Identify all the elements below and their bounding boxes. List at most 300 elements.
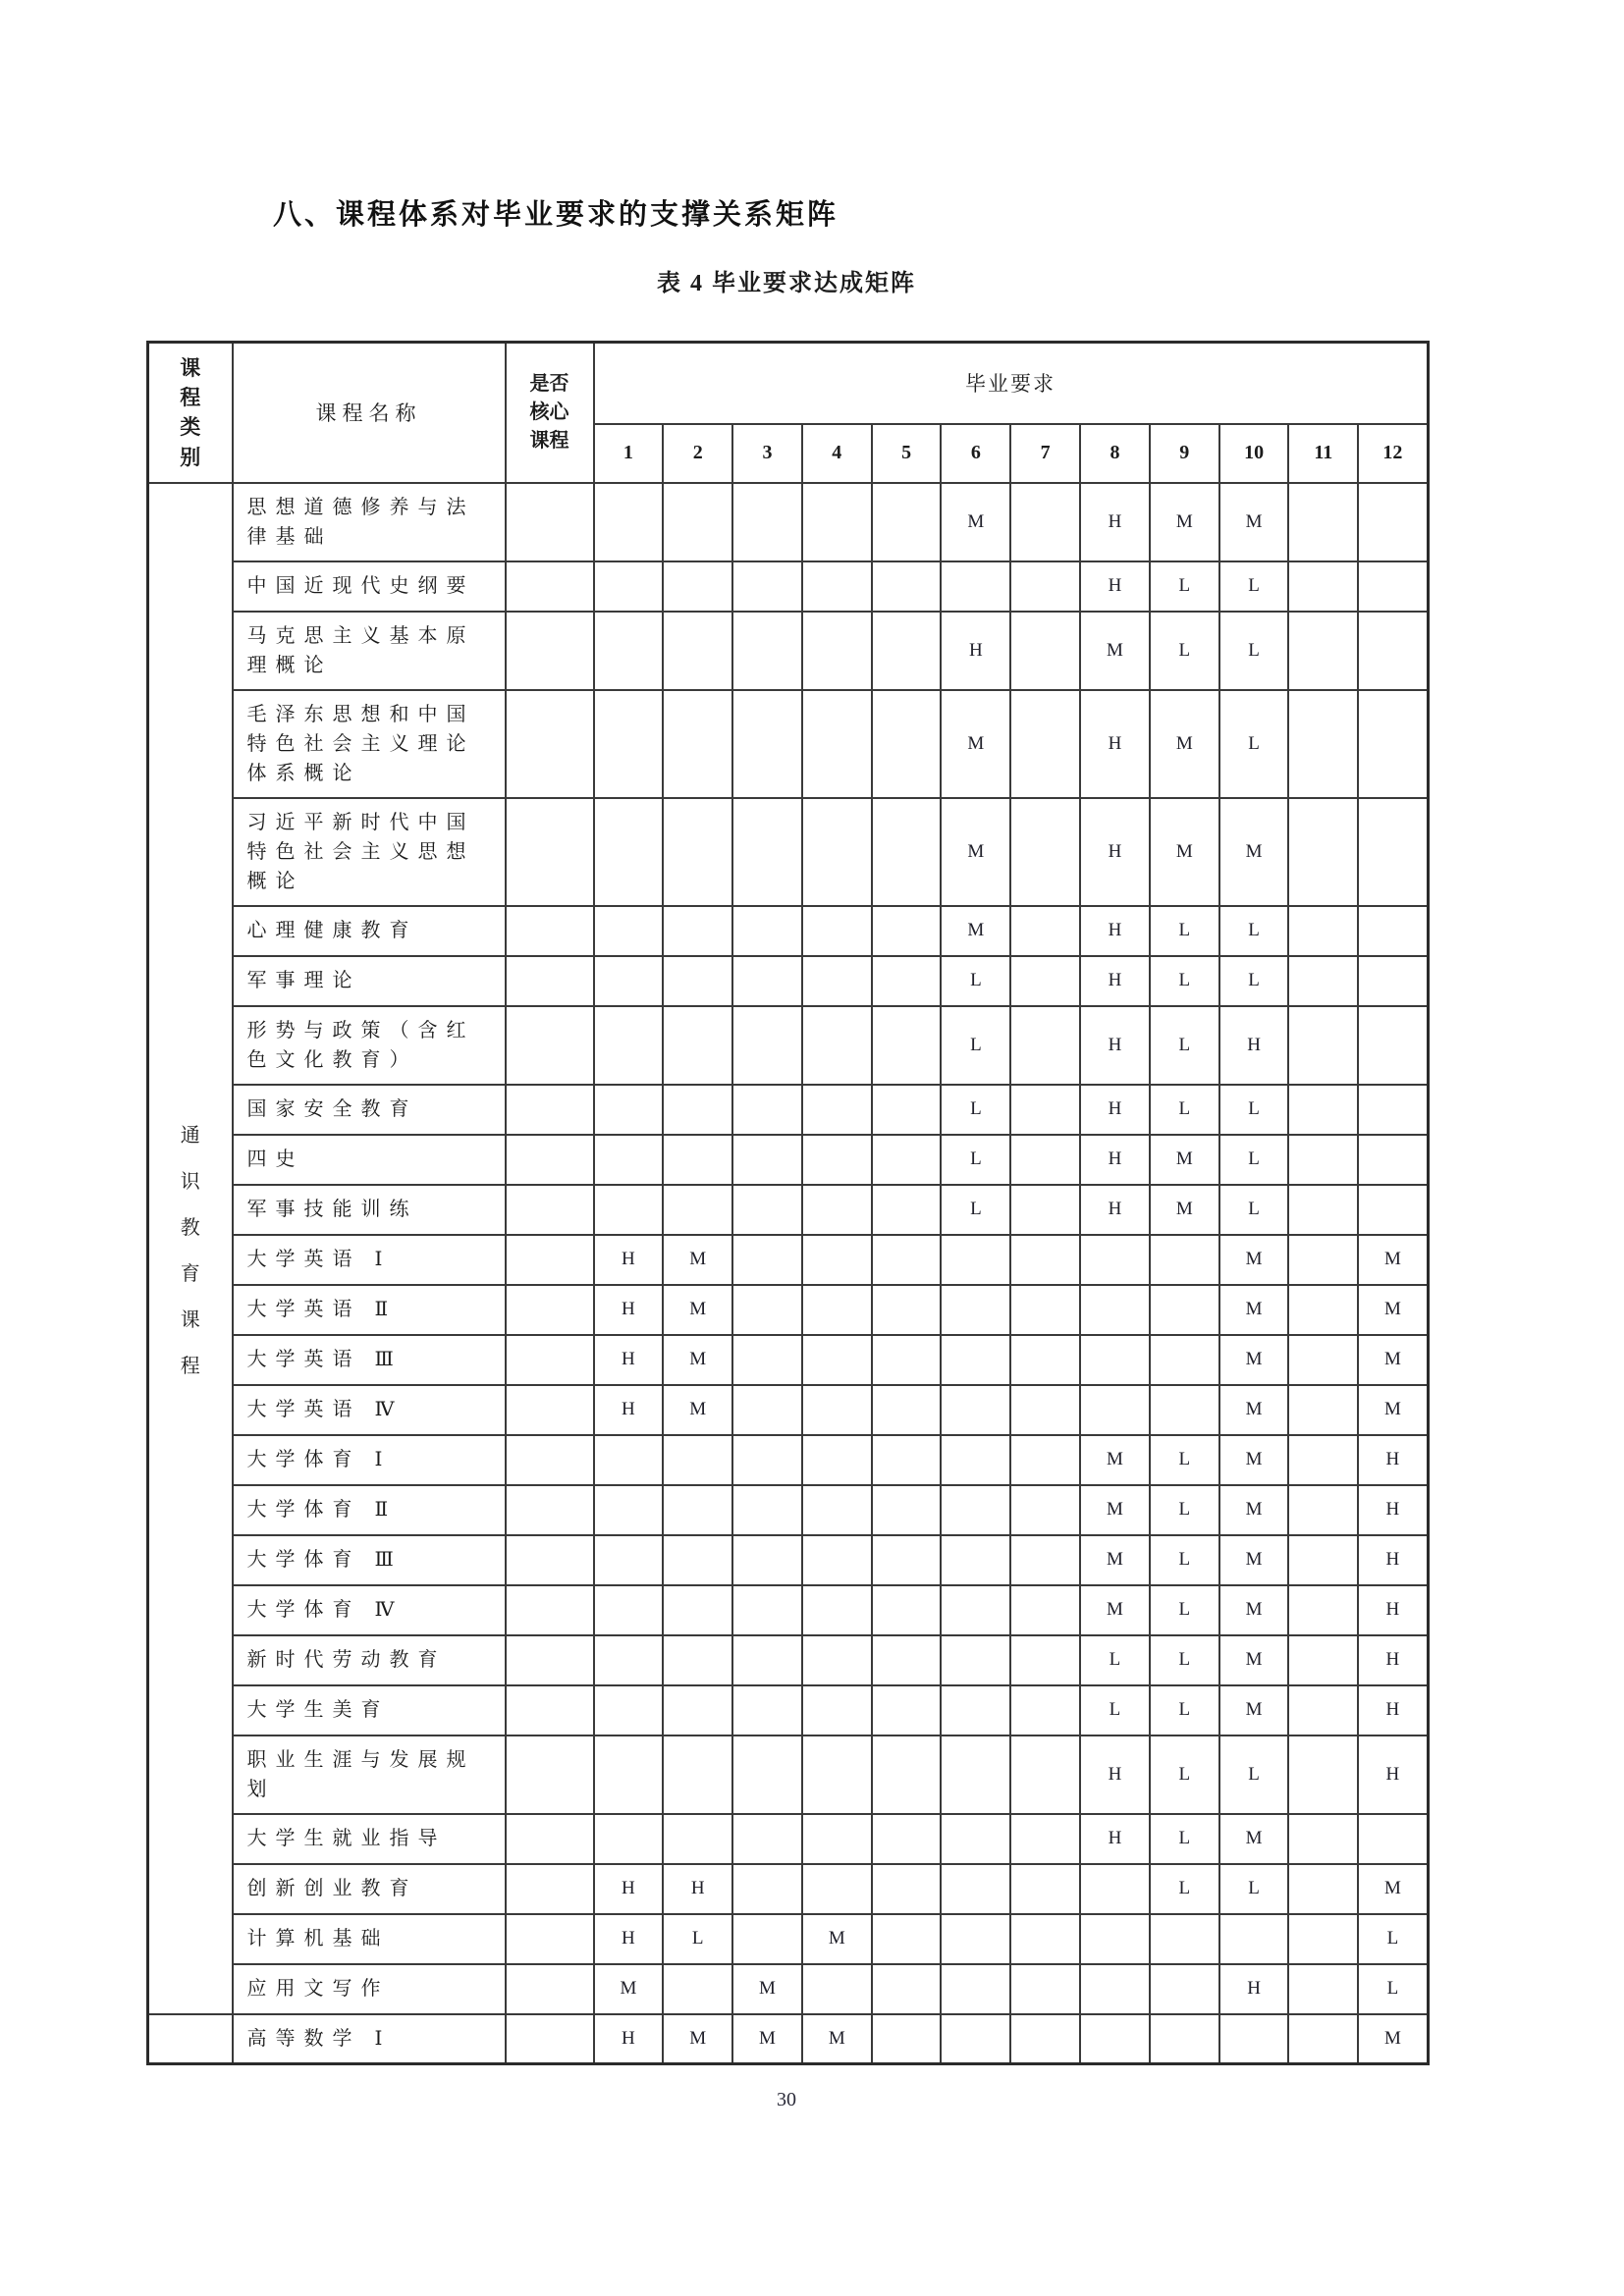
core-course-cell — [506, 612, 594, 690]
matrix-cell-req-10: M — [1219, 1685, 1289, 1735]
matrix-cell-req-11 — [1288, 1485, 1358, 1535]
matrix-cell-req-4 — [802, 1135, 872, 1185]
header-graduation-requirements: 毕业要求 — [594, 343, 1429, 424]
matrix-cell-req-12: H — [1358, 1735, 1428, 1814]
matrix-cell-req-1 — [594, 1635, 664, 1685]
matrix-cell-req-8 — [1080, 1335, 1150, 1385]
vertical-char: 程 — [180, 386, 201, 409]
matrix-cell-req-6: M — [941, 483, 1010, 561]
core-course-cell — [506, 1485, 594, 1535]
matrix-cell-req-11 — [1288, 1385, 1358, 1435]
table-row — [148, 1235, 1429, 1285]
page-number: 30 — [777, 2089, 796, 2110]
matrix-cell-req-11 — [1288, 1864, 1358, 1914]
matrix-cell-req-12 — [1358, 1185, 1428, 1235]
matrix-cell-req-10: M — [1219, 1285, 1289, 1335]
matrix-cell-req-12 — [1358, 1135, 1428, 1185]
matrix-cell-req-8: M — [1080, 1435, 1150, 1485]
matrix-cell-req-6 — [941, 1814, 1010, 1864]
matrix-cell-req-5 — [872, 1135, 942, 1185]
requirement-column-11: 11 — [1288, 424, 1358, 483]
matrix-cell-req-1: H — [594, 1864, 664, 1914]
matrix-cell-req-10: L — [1219, 1135, 1289, 1185]
matrix-cell-req-5 — [872, 798, 942, 906]
matrix-cell-req-2: L — [663, 1914, 732, 1964]
category-cell-empty — [148, 2014, 233, 2064]
matrix-cell-req-7 — [1010, 561, 1080, 612]
matrix-cell-req-9 — [1150, 2014, 1219, 2064]
matrix-cell-req-12: M — [1358, 2014, 1428, 2064]
table-row — [148, 2014, 1429, 2064]
matrix-cell-req-7 — [1010, 1235, 1080, 1285]
matrix-cell-req-4 — [802, 1385, 872, 1435]
matrix-cell-req-7 — [1010, 2014, 1080, 2064]
table-row — [148, 1185, 1429, 1235]
course-name-cell: 高等数学 Ⅰ — [233, 2014, 506, 2064]
matrix-cell-req-1: H — [594, 1914, 664, 1964]
course-name-cell: 职业生涯与发展规划 — [233, 1735, 506, 1814]
matrix-cell-req-8: H — [1080, 1006, 1150, 1085]
matrix-cell-req-2 — [663, 1085, 732, 1135]
category-vertical-label — [149, 1119, 232, 1378]
table-row — [148, 1135, 1429, 1185]
matrix-cell-req-10: H — [1219, 1964, 1289, 2014]
vertical-char: 通 — [180, 1124, 200, 1147]
matrix-cell-req-10: M — [1219, 1535, 1289, 1585]
core-course-cell — [506, 483, 594, 561]
core-course-cell — [506, 561, 594, 612]
matrix-cell-req-6: M — [941, 798, 1010, 906]
matrix-cell-req-5 — [872, 612, 942, 690]
matrix-cell-req-7 — [1010, 1585, 1080, 1635]
matrix-cell-req-5 — [872, 1485, 942, 1535]
table-caption: 表 4 毕业要求达成矩阵 — [657, 271, 916, 296]
requirement-column-8: 8 — [1080, 424, 1150, 483]
matrix-cell-req-5 — [872, 483, 942, 561]
requirement-column-4: 4 — [802, 424, 872, 483]
matrix-cell-req-3 — [732, 1285, 802, 1335]
matrix-cell-req-11 — [1288, 1335, 1358, 1385]
matrix-cell-req-12 — [1358, 690, 1428, 798]
table-row — [148, 690, 1429, 798]
matrix-cell-req-10: L — [1219, 1735, 1289, 1814]
matrix-cell-req-4 — [802, 1335, 872, 1385]
table-row — [148, 1635, 1429, 1685]
matrix-cell-req-10: L — [1219, 1085, 1289, 1135]
matrix-cell-req-12: M — [1358, 1335, 1428, 1385]
matrix-cell-req-3 — [732, 1735, 802, 1814]
matrix-cell-req-12: M — [1358, 1385, 1428, 1435]
matrix-cell-req-2: H — [663, 1864, 732, 1914]
matrix-cell-req-9: L — [1150, 1485, 1219, 1535]
course-name-cell: 大学英语 Ⅲ — [233, 1335, 506, 1385]
matrix-cell-req-6: L — [941, 1185, 1010, 1235]
header-core-course — [506, 343, 594, 483]
matrix-cell-req-2 — [663, 1585, 732, 1635]
matrix-cell-req-7 — [1010, 1964, 1080, 2014]
matrix-cell-req-11 — [1288, 1685, 1358, 1735]
matrix-cell-req-6: M — [941, 690, 1010, 798]
matrix-cell-req-11 — [1288, 1735, 1358, 1814]
matrix-cell-req-12 — [1358, 956, 1428, 1006]
table-row — [148, 1864, 1429, 1914]
matrix-cell-req-6 — [941, 1635, 1010, 1685]
matrix-cell-req-4 — [802, 1235, 872, 1285]
matrix-cell-req-7 — [1010, 1335, 1080, 1385]
matrix-cell-req-3 — [732, 1914, 802, 1964]
requirement-column-1: 1 — [594, 424, 664, 483]
matrix-cell-req-9 — [1150, 1914, 1219, 1964]
matrix-cell-req-1 — [594, 690, 664, 798]
matrix-cell-req-12 — [1358, 561, 1428, 612]
core-course-cell — [506, 1814, 594, 1864]
matrix-cell-req-12: H — [1358, 1685, 1428, 1735]
matrix-cell-req-10: L — [1219, 612, 1289, 690]
matrix-cell-req-4 — [802, 1964, 872, 2014]
matrix-cell-req-12: M — [1358, 1285, 1428, 1335]
matrix-cell-req-4 — [802, 1485, 872, 1535]
matrix-cell-req-11 — [1288, 1006, 1358, 1085]
matrix-cell-req-2 — [663, 1635, 732, 1685]
matrix-cell-req-6 — [941, 1914, 1010, 1964]
matrix-cell-req-6 — [941, 1485, 1010, 1535]
matrix-cell-req-8: H — [1080, 1814, 1150, 1864]
matrix-cell-req-6 — [941, 1235, 1010, 1285]
matrix-cell-req-11 — [1288, 956, 1358, 1006]
course-name-cell: 中国近现代史纲要 — [233, 561, 506, 612]
course-name-cell: 大学生美育 — [233, 1685, 506, 1735]
course-name-cell: 毛泽东思想和中国特色社会主义理论体系概论 — [233, 690, 506, 798]
matrix-cell-req-8 — [1080, 1385, 1150, 1435]
table-row — [148, 1006, 1429, 1085]
matrix-cell-req-7 — [1010, 1685, 1080, 1735]
core-course-cell — [506, 1385, 594, 1435]
matrix-cell-req-3: M — [732, 2014, 802, 2064]
core-course-cell — [506, 1914, 594, 1964]
matrix-cell-req-9: M — [1150, 1135, 1219, 1185]
matrix-cell-req-3 — [732, 561, 802, 612]
matrix-cell-req-4 — [802, 956, 872, 1006]
matrix-cell-req-11 — [1288, 690, 1358, 798]
matrix-cell-req-9: L — [1150, 1814, 1219, 1864]
matrix-cell-req-5 — [872, 2014, 942, 2064]
matrix-cell-req-6 — [941, 1535, 1010, 1585]
table-row — [148, 1914, 1429, 1964]
vertical-char: 程 — [180, 1355, 200, 1377]
matrix-cell-req-5 — [872, 561, 942, 612]
core-course-cell — [506, 690, 594, 798]
matrix-cell-req-12: H — [1358, 1635, 1428, 1685]
category-cell — [148, 483, 233, 2014]
matrix-cell-req-5 — [872, 690, 942, 798]
matrix-cell-req-3 — [732, 483, 802, 561]
section-heading: 八、课程体系对毕业要求的支撑关系矩阵 — [273, 199, 839, 231]
course-name-cell: 心理健康教育 — [233, 906, 506, 956]
matrix-cell-req-5 — [872, 1185, 942, 1235]
matrix-cell-req-7 — [1010, 798, 1080, 906]
matrix-cell-req-2 — [663, 1535, 732, 1585]
vertical-char: 识 — [180, 1170, 200, 1193]
matrix-cell-req-8: M — [1080, 1485, 1150, 1535]
matrix-cell-req-3 — [732, 1535, 802, 1585]
matrix-cell-req-11 — [1288, 1635, 1358, 1685]
matrix-cell-req-6: L — [941, 1135, 1010, 1185]
matrix-cell-req-11 — [1288, 906, 1358, 956]
matrix-cell-req-11 — [1288, 1285, 1358, 1335]
matrix-cell-req-1 — [594, 956, 664, 1006]
matrix-cell-req-4 — [802, 1585, 872, 1635]
matrix-cell-req-1: H — [594, 1335, 664, 1385]
matrix-cell-req-5 — [872, 1535, 942, 1585]
matrix-cell-req-1 — [594, 798, 664, 906]
course-name-cell: 国家安全教育 — [233, 1085, 506, 1135]
matrix-cell-req-9: M — [1150, 483, 1219, 561]
matrix-cell-req-2 — [663, 906, 732, 956]
matrix-cell-req-9: L — [1150, 1864, 1219, 1914]
vertical-char: 教 — [180, 1216, 200, 1239]
matrix-cell-req-8: M — [1080, 1585, 1150, 1635]
matrix-cell-req-10 — [1219, 1914, 1289, 1964]
matrix-cell-req-8: H — [1080, 483, 1150, 561]
matrix-cell-req-2 — [663, 1185, 732, 1235]
matrix-cell-req-6: L — [941, 1085, 1010, 1135]
requirement-column-7: 7 — [1010, 424, 1080, 483]
table-row — [148, 1385, 1429, 1435]
table-row — [148, 1485, 1429, 1535]
core-course-cell — [506, 1735, 594, 1814]
matrix-cell-req-7 — [1010, 1185, 1080, 1235]
course-category-vertical-label — [149, 355, 232, 470]
matrix-cell-req-12: H — [1358, 1535, 1428, 1585]
matrix-cell-req-9: L — [1150, 956, 1219, 1006]
matrix-cell-req-1 — [594, 483, 664, 561]
core-course-cell — [506, 798, 594, 906]
matrix-cell-req-1 — [594, 1435, 664, 1485]
matrix-cell-req-7 — [1010, 1385, 1080, 1435]
matrix-cell-req-2 — [663, 1685, 732, 1735]
matrix-cell-req-10: M — [1219, 1635, 1289, 1685]
matrix-cell-req-6 — [941, 1964, 1010, 2014]
matrix-cell-req-4 — [802, 1864, 872, 1914]
matrix-cell-req-1 — [594, 1485, 664, 1535]
core-course-cell — [506, 1135, 594, 1185]
matrix-cell-req-10: M — [1219, 1235, 1289, 1285]
matrix-cell-req-7 — [1010, 1435, 1080, 1485]
matrix-cell-req-9 — [1150, 1335, 1219, 1385]
matrix-cell-req-5 — [872, 1635, 942, 1685]
table-row — [148, 1435, 1429, 1485]
matrix-cell-req-6 — [941, 1285, 1010, 1335]
matrix-cell-req-3 — [732, 798, 802, 906]
matrix-cell-req-8: H — [1080, 1735, 1150, 1814]
matrix-cell-req-3 — [732, 1485, 802, 1535]
matrix-cell-req-6 — [941, 1585, 1010, 1635]
matrix-cell-req-11 — [1288, 1814, 1358, 1864]
matrix-cell-req-5 — [872, 1814, 942, 1864]
matrix-cell-req-5 — [872, 1435, 942, 1485]
course-name-cell: 创新创业教育 — [233, 1864, 506, 1914]
matrix-cell-req-7 — [1010, 906, 1080, 956]
matrix-cell-req-2: M — [663, 1285, 732, 1335]
matrix-cell-req-12: L — [1358, 1964, 1428, 2014]
matrix-cell-req-3 — [732, 1006, 802, 1085]
matrix-cell-req-12 — [1358, 612, 1428, 690]
course-name-cell: 大学体育 Ⅱ — [233, 1485, 506, 1535]
course-name-cell: 大学体育 Ⅳ — [233, 1585, 506, 1635]
matrix-cell-req-5 — [872, 1685, 942, 1735]
matrix-cell-req-9 — [1150, 1385, 1219, 1435]
matrix-cell-req-8: M — [1080, 612, 1150, 690]
matrix-cell-req-9 — [1150, 1285, 1219, 1335]
matrix-cell-req-11 — [1288, 1085, 1358, 1135]
matrix-cell-req-2 — [663, 1735, 732, 1814]
matrix-cell-req-10: M — [1219, 798, 1289, 906]
table-row — [148, 561, 1429, 612]
matrix-cell-req-2: M — [663, 1335, 732, 1385]
course-name-cell: 应用文写作 — [233, 1964, 506, 2014]
matrix-cell-req-11 — [1288, 1135, 1358, 1185]
matrix-cell-req-11 — [1288, 1535, 1358, 1585]
requirement-column-3: 3 — [732, 424, 802, 483]
course-name-cell: 形势与政策（含红色文化教育） — [233, 1006, 506, 1085]
matrix-cell-req-8 — [1080, 1864, 1150, 1914]
matrix-cell-req-1 — [594, 1006, 664, 1085]
matrix-cell-req-11 — [1288, 1435, 1358, 1485]
matrix-cell-req-2 — [663, 690, 732, 798]
matrix-cell-req-1: H — [594, 1385, 664, 1435]
course-name-cell: 新时代劳动教育 — [233, 1635, 506, 1685]
matrix-cell-req-12 — [1358, 906, 1428, 956]
matrix-cell-req-5 — [872, 906, 942, 956]
requirement-column-12: 12 — [1358, 424, 1428, 483]
matrix-cell-req-1 — [594, 561, 664, 612]
table-row — [148, 1535, 1429, 1585]
matrix-cell-req-1 — [594, 1185, 664, 1235]
matrix-cell-req-4 — [802, 1735, 872, 1814]
matrix-cell-req-7 — [1010, 1635, 1080, 1685]
core-course-cell — [506, 1085, 594, 1135]
matrix-cell-req-8 — [1080, 1235, 1150, 1285]
course-name-cell: 大学英语 Ⅳ — [233, 1385, 506, 1435]
matrix-cell-req-6 — [941, 2014, 1010, 2064]
matrix-cell-req-11 — [1288, 1185, 1358, 1235]
matrix-cell-req-5 — [872, 1964, 942, 2014]
matrix-cell-req-7 — [1010, 612, 1080, 690]
table-row — [148, 1814, 1429, 1864]
requirement-column-10: 10 — [1219, 424, 1289, 483]
matrix-cell-req-2 — [663, 956, 732, 1006]
matrix-cell-req-11 — [1288, 612, 1358, 690]
matrix-cell-req-8 — [1080, 2014, 1150, 2064]
matrix-cell-req-3 — [732, 1135, 802, 1185]
matrix-cell-req-9: M — [1150, 798, 1219, 906]
matrix-cell-req-7 — [1010, 1135, 1080, 1185]
matrix-cell-req-4 — [802, 1006, 872, 1085]
matrix-cell-req-8: H — [1080, 1085, 1150, 1135]
matrix-cell-req-1 — [594, 1585, 664, 1635]
matrix-cell-req-12: H — [1358, 1585, 1428, 1635]
matrix-cell-req-5 — [872, 1235, 942, 1285]
table-row — [148, 1685, 1429, 1735]
matrix-cell-req-10: L — [1219, 561, 1289, 612]
matrix-cell-req-2 — [663, 483, 732, 561]
table-row — [148, 798, 1429, 906]
matrix-cell-req-3 — [732, 1185, 802, 1235]
matrix-cell-req-4 — [802, 1535, 872, 1585]
matrix-cell-req-10: M — [1219, 483, 1289, 561]
matrix-cell-req-11 — [1288, 1585, 1358, 1635]
core-course-cell — [506, 1285, 594, 1335]
matrix-cell-req-4 — [802, 1085, 872, 1135]
matrix-cell-req-1 — [594, 1085, 664, 1135]
matrix-cell-req-10: M — [1219, 1435, 1289, 1485]
matrix-cell-req-10: L — [1219, 690, 1289, 798]
matrix-cell-req-4 — [802, 1285, 872, 1335]
matrix-cell-req-6 — [941, 1864, 1010, 1914]
core-course-cell — [506, 1006, 594, 1085]
matrix-cell-req-9: L — [1150, 1535, 1219, 1585]
matrix-cell-req-8: H — [1080, 1185, 1150, 1235]
matrix-cell-req-2 — [663, 612, 732, 690]
matrix-cell-req-3: M — [732, 1964, 802, 2014]
matrix-cell-req-4: M — [802, 2014, 872, 2064]
header-course-name: 课程名称 — [233, 343, 506, 483]
matrix-cell-req-9: L — [1150, 1735, 1219, 1814]
matrix-cell-req-9: L — [1150, 1635, 1219, 1685]
course-name-cell: 大学英语 Ⅱ — [233, 1285, 506, 1335]
vertical-char: 育 — [180, 1262, 200, 1285]
table-row — [148, 1735, 1429, 1814]
matrix-cell-req-3 — [732, 1335, 802, 1385]
matrix-cell-req-10 — [1219, 2014, 1289, 2064]
matrix-cell-req-10: M — [1219, 1585, 1289, 1635]
matrix-cell-req-12: M — [1358, 1864, 1428, 1914]
matrix-cell-req-9: M — [1150, 1185, 1219, 1235]
matrix-cell-req-11 — [1288, 2014, 1358, 2064]
matrix-cell-req-11 — [1288, 483, 1358, 561]
matrix-cell-req-9: L — [1150, 561, 1219, 612]
matrix-cell-req-4 — [802, 612, 872, 690]
matrix-cell-req-7 — [1010, 1535, 1080, 1585]
matrix-cell-req-5 — [872, 956, 942, 1006]
matrix-cell-req-6: L — [941, 956, 1010, 1006]
matrix-cell-req-3 — [732, 1685, 802, 1735]
table-row — [148, 1585, 1429, 1635]
requirement-column-9: 9 — [1150, 424, 1219, 483]
course-name-cell: 大学英语 Ⅰ — [233, 1235, 506, 1285]
table-row — [148, 612, 1429, 690]
matrix-cell-req-6 — [941, 561, 1010, 612]
course-name-cell: 习近平新时代中国特色社会主义思想概论 — [233, 798, 506, 906]
matrix-cell-req-2 — [663, 561, 732, 612]
matrix-cell-req-6 — [941, 1335, 1010, 1385]
matrix-cell-req-1: M — [594, 1964, 664, 2014]
requirement-column-2: 2 — [663, 424, 732, 483]
matrix-cell-req-1 — [594, 1685, 664, 1735]
matrix-cell-req-6: M — [941, 906, 1010, 956]
matrix-cell-req-1: H — [594, 1285, 664, 1335]
matrix-cell-req-12: L — [1358, 1914, 1428, 1964]
matrix-cell-req-10: L — [1219, 906, 1289, 956]
matrix-cell-req-2 — [663, 1485, 732, 1535]
matrix-cell-req-7 — [1010, 690, 1080, 798]
core-course-cell — [506, 1535, 594, 1585]
course-name-cell: 四史 — [233, 1135, 506, 1185]
matrix-cell-req-7 — [1010, 1285, 1080, 1335]
matrix-cell-req-7 — [1010, 1006, 1080, 1085]
core-course-cell — [506, 956, 594, 1006]
core-course-cell — [506, 1964, 594, 2014]
